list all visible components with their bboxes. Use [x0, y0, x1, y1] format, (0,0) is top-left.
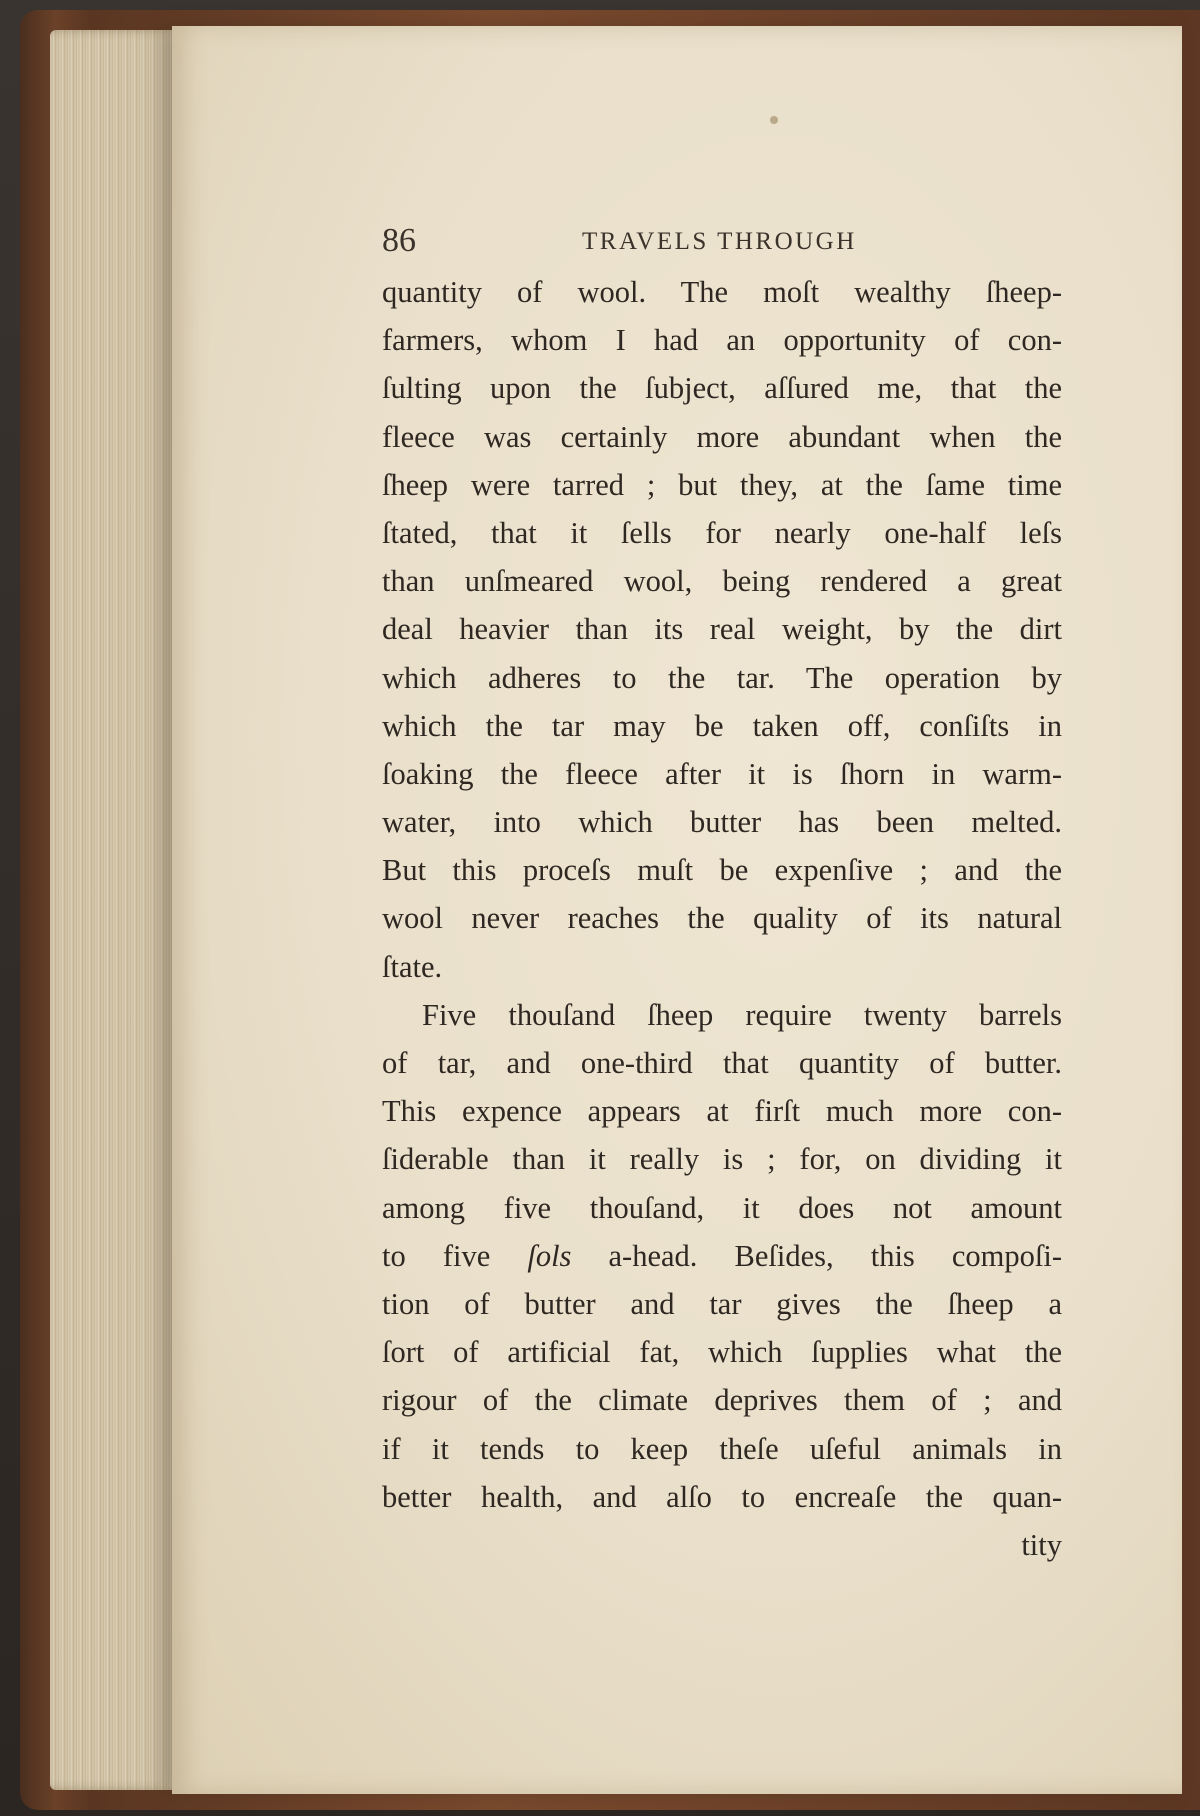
- text-line-12: water, into which butter has been melted.: [382, 805, 1062, 840]
- book-page: [172, 26, 1182, 1794]
- text-line-18: This expence appears at firſt much more con-: [382, 1094, 1062, 1129]
- text-line-5: ſheep were tarred ; but they, at the ſame time: [382, 467, 1062, 502]
- text-line-24: rigour of the climate deprives them of ; and: [382, 1383, 1062, 1418]
- running-head: [382, 222, 1062, 268]
- text-line-16: Five thouſand ſheep require twenty barrels: [422, 997, 1062, 1032]
- text-line-9: which adheres to the tar. The operation by: [382, 660, 1062, 695]
- catchword: tity: [1021, 1527, 1062, 1562]
- ink-smudge: [770, 116, 778, 124]
- page-number: 86: [382, 222, 416, 259]
- line-21-end: a-head. Beſides, this compoſi-: [571, 1238, 1062, 1273]
- text-line-11: ſoaking the fleece after it is ſhorn in warm-: [382, 756, 1062, 791]
- text-line-20: among five thouſand, it does not amount: [382, 1190, 1062, 1225]
- text-line-15: ſtate.: [382, 949, 443, 984]
- text-line-1: quantity of wool. The moſt wealthy ſheep-: [382, 275, 1062, 309]
- text-line-14: wool never reaches the quality of its natural: [382, 901, 1062, 936]
- text-line-21: [382, 1232, 1062, 1280]
- running-title: TRAVELS THROUGH: [582, 228, 857, 255]
- text-line-13: But this proceſs muſt be expenſive ; and the: [382, 853, 1062, 888]
- text-line-25: if it tends to keep theſe uſeful animals in: [382, 1431, 1062, 1466]
- text-line-3: ſulting upon the ſubject, aſſured me, that the: [382, 371, 1062, 406]
- text-line-7: than unſmeared wool, being rendered a great: [382, 564, 1062, 599]
- text-line-6: ſtated, that it ſells for nearly one-half leſs: [382, 515, 1062, 550]
- text-block: [382, 222, 1062, 1569]
- italic-currency-word: ſols: [527, 1238, 572, 1273]
- line-21-start: to five: [382, 1238, 528, 1273]
- text-line-17: of tar, and one-third that quantity of butter.: [382, 1046, 1062, 1080]
- body-text: [382, 268, 1062, 1569]
- text-line-4: fleece was certainly more abundant when the: [382, 419, 1062, 454]
- page-edges: [50, 30, 190, 1790]
- text-line-26: better health, and alſo to encreaſe the quan-: [382, 1479, 1062, 1514]
- text-line-22: tion of butter and tar gives the ſheep a: [382, 1286, 1062, 1321]
- text-line-8: deal heavier than its real weight, by the dirt: [382, 612, 1062, 647]
- text-line-10: which the tar may be taken off, conſiſts in: [382, 708, 1062, 743]
- text-line-23: ſort of artificial fat, which ſupplies what the: [382, 1335, 1062, 1370]
- text-line-2: farmers, whom I had an opportunity of con-: [382, 323, 1062, 358]
- text-line-19: ſiderable than it really is ; for, on dividing it: [382, 1142, 1062, 1177]
